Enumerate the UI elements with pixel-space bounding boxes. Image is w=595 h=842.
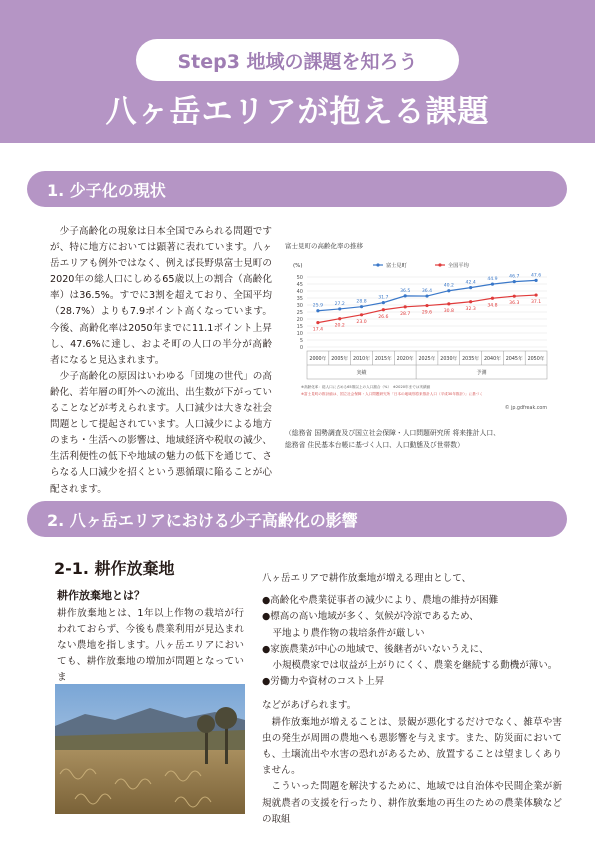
y-axis-label: (%) <box>293 263 303 269</box>
data-point <box>447 302 450 305</box>
reasons-closing: などがあげられます。 <box>262 700 357 712</box>
chart-watermark: © jp.gdfreak.com <box>504 406 547 411</box>
data-point <box>316 321 319 324</box>
legend-label: 全国平均 <box>448 263 469 269</box>
reasons-block <box>262 571 562 828</box>
y-tick-label: 25 <box>296 310 303 316</box>
abandoned-farmland-photo <box>55 684 245 814</box>
data-label: 28.7 <box>400 311 411 317</box>
data-label: 27.2 <box>334 301 345 307</box>
reason-item-continued: 小規模農家では収益が上がりにくく、農業を継続する動機が薄い。 <box>272 660 558 672</box>
y-tick-label: 15 <box>296 324 303 330</box>
group-label: 実績 <box>356 370 367 376</box>
definition-paragraph: 耕作放棄地とは、1年以上作物の栽培が行われておらず、今後も農業利用が見込まれない農地を指します。八ヶ岳エリアにおいても、耕作放棄地の増加が問題となっていま <box>57 608 244 684</box>
header-banner <box>0 0 595 143</box>
data-label: 29.6 <box>421 310 433 316</box>
data-point <box>404 305 407 308</box>
data-label: 20.2 <box>334 323 345 329</box>
chart-note: ※富士見町の推計値は、国立社会保障・人口問題研究所「日本の地域別将来推計人口（平成30年推計）」に基づく <box>301 392 483 396</box>
data-point <box>469 286 472 289</box>
data-label: 36.5 <box>400 288 411 294</box>
data-point <box>534 293 537 296</box>
legend-label: 富士見町 <box>386 263 407 269</box>
x-tick-label: 2035年 <box>462 357 480 362</box>
reason-item: ●標高の高い地域が多く、気候が冷涼であるため、 <box>262 611 479 623</box>
x-tick-label: 2025年 <box>418 357 436 362</box>
y-tick-label: 45 <box>296 282 303 288</box>
x-tick-label: 2005年 <box>331 357 349 362</box>
farmland-image <box>55 684 245 814</box>
reason-item: ●労働力や資材のコスト上昇 <box>262 676 385 688</box>
data-label: 44.9 <box>487 277 498 283</box>
reason-item: ●家族農業が中心の地域で、後継者がいないうえに、 <box>262 643 489 655</box>
chart-canvas <box>285 255 555 413</box>
data-label: 17.4 <box>312 327 324 333</box>
data-point <box>338 317 341 320</box>
x-tick-label: 2015年 <box>374 357 392 362</box>
chart-source-line: 総務省 住民基本台帳に基づく人口、人口動態及び世帯数） <box>285 441 464 449</box>
paragraph: 少子高齢化の現象は日本全国でみられる問題ですが、特に地方においては顕著に表れています。八ヶ岳エリアも例外ではなく、例えば長野県富士見町の2020年の総人口にしめる65歳以上の割合（高齢化率）は36.5%。すでに3割を超えており、全国平均（28.7%）よりも7.9ポイント高くなっています。今後、高齢化率は2050年までに11.1ポイント上昇し、47.6%に達し、およそ町の人口の半分が高齢者になると見込まれます。 <box>50 226 272 366</box>
chart-title: 富士見町の高齢化率の推移 <box>285 242 363 250</box>
step-label: Step3 地域の課題を知ろう <box>136 39 459 81</box>
section-2-heading: 2. 八ヶ岳エリアにおける少子高齢化の影響 <box>27 501 567 537</box>
data-point <box>469 300 472 303</box>
x-tick-label: 2000年 <box>309 357 327 362</box>
legend-marker <box>376 263 379 266</box>
data-point <box>338 307 341 310</box>
data-point <box>425 304 428 307</box>
data-label: 46.7 <box>509 274 520 280</box>
y-tick-label: 20 <box>296 317 303 323</box>
x-tick-label: 2020年 <box>396 357 414 362</box>
data-point <box>316 309 319 312</box>
data-label: 26.6 <box>378 314 389 320</box>
definition-text <box>57 606 244 686</box>
chart-note: ※高齢化率：総人口に占める65歳以上の人口割合（%） ※2020年までは実績値 <box>301 385 431 389</box>
data-label: 28.8 <box>356 299 367 305</box>
data-label: 42.4 <box>465 280 476 286</box>
data-label: 36.4 <box>421 289 433 295</box>
data-label: 37.1 <box>530 300 542 306</box>
y-tick-label: 0 <box>299 345 303 351</box>
section-1-body <box>50 224 272 498</box>
reason-item: ●高齢化や農業従事者の減少により、農地の維持が困難 <box>262 595 499 607</box>
y-tick-label: 40 <box>296 289 303 295</box>
paragraph: 少子高齢化の原因はいわゆる「団塊の世代」の高齢化、若年層の町外への流出、出生数が下がっていることなどが考えられます。人口減少は大きな社会問題として提起されています。人口減少による地方のまち・生活への影響は、地域経済や税収の減少、生活利便性の低下や地域の魅力の低下を通じて、さらなる人口減少を招くという悪循環に陥ることが心配されます。 <box>50 370 272 495</box>
reason-item-continued: 平地より農作物の栽培条件が厳しい <box>272 627 425 639</box>
data-label: 31.7 <box>378 295 389 301</box>
reasons-intro: 八ヶ岳エリアで耕作放棄地が増える理由として、 <box>262 573 472 584</box>
subsection-heading: 2-1. 耕作放棄地 <box>54 559 175 578</box>
data-point <box>382 301 385 304</box>
data-label: 32.3 <box>465 306 476 312</box>
legend-marker <box>438 263 441 266</box>
data-label: 34.8 <box>487 303 498 309</box>
data-point <box>513 280 516 283</box>
data-point <box>360 313 363 316</box>
data-label: 47.6 <box>530 273 542 279</box>
x-tick-label: 2010年 <box>353 357 371 362</box>
data-point <box>534 279 537 282</box>
data-label: 40.2 <box>443 283 454 289</box>
y-tick-label: 5 <box>299 338 303 344</box>
x-tick-label: 2045年 <box>505 357 523 362</box>
data-point <box>360 305 363 308</box>
y-tick-label: 50 <box>296 275 303 281</box>
x-tick-label: 2040年 <box>483 357 501 362</box>
x-tick-label: 2030年 <box>440 357 458 362</box>
data-point <box>513 295 516 298</box>
aging-rate-chart <box>285 235 555 413</box>
data-point <box>491 297 494 300</box>
data-point <box>425 294 428 297</box>
section-1-heading: 1. 少子化の現状 <box>27 171 567 207</box>
paragraph: こういった問題を解決するために、地域では自治体や民間企業が新規就農者の支援を行ったり、耕作放棄地の再生のための農業体験などの取組 <box>262 781 562 825</box>
data-label: 23.0 <box>356 319 367 325</box>
data-point <box>491 283 494 286</box>
chart-source-line: （総務省 国勢調査及び国立社会保障・人口問題研究所 将来推計人口、 <box>285 429 501 437</box>
question-heading: 耕作放棄地とは？ <box>57 589 145 602</box>
page-title: 八ヶ岳エリアが抱える課題 <box>105 94 490 130</box>
data-point <box>382 308 385 311</box>
x-tick-label: 2050年 <box>527 357 545 362</box>
data-point <box>447 289 450 292</box>
chart-source <box>285 427 500 451</box>
y-tick-label: 10 <box>296 331 303 337</box>
data-label: 30.8 <box>443 308 454 314</box>
group-label: 予測 <box>476 370 487 376</box>
y-tick-label: 30 <box>296 303 303 309</box>
data-point <box>404 294 407 297</box>
data-label: 36.3 <box>509 301 520 307</box>
paragraph: 耕作放棄地が増えることは、景観が悪化するだけでなく、雑草や害虫の発生が周囲の農地へも悪影響を与えます。また、防災面においても、土壌流出や水害の恐れがあるため、放置することは望ましくありません。 <box>262 716 562 777</box>
y-tick-label: 35 <box>296 296 303 302</box>
series-line <box>318 295 536 323</box>
data-label: 25.9 <box>312 303 324 309</box>
